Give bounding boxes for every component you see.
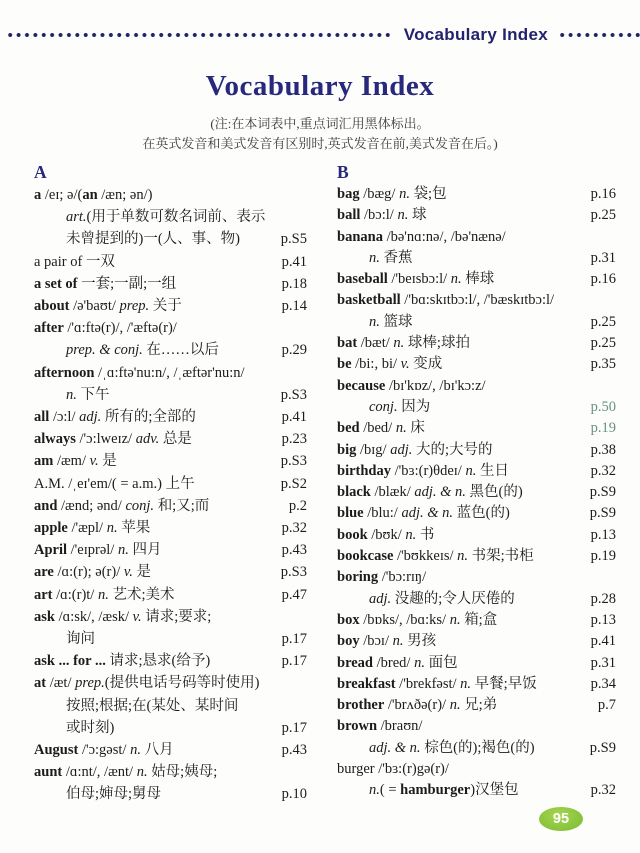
entry-line: [337, 461, 616, 482]
entry-line: [34, 650, 307, 672]
entry-text: aunt /ɑ:nt/, /ænt/ n. 姑母;姨母;: [34, 764, 218, 781]
entry-line: [337, 312, 616, 333]
entry-text: bat /bæt/ n. 球棒;球拍: [337, 335, 470, 352]
entry-text: are /ɑ:(r); ə(r)/ v. 是: [34, 564, 151, 581]
entry-line: [337, 227, 616, 248]
page-ref: p.14: [281, 298, 307, 315]
entry-line: [337, 205, 616, 226]
section-letter: B: [337, 162, 349, 182]
entry-text: all /ɔ:l/ adj. 所有的;全部的: [34, 409, 196, 426]
entry-line: [337, 546, 616, 567]
page-ref: p.S2: [280, 475, 307, 492]
running-head: [6, 24, 640, 46]
column-section-b: [337, 161, 616, 806]
entry-line: [34, 783, 307, 805]
entry-text: prep. & conj. 在……以后: [66, 342, 219, 359]
entry-text: always /'ɔ:lweɪz/ adv. 总是: [34, 431, 192, 448]
page-ref: p.S9: [589, 739, 616, 756]
page-ref: p.50: [590, 398, 616, 415]
entry-line: [337, 248, 616, 269]
entry-line: [337, 716, 616, 737]
page-ref: p.31: [590, 249, 616, 266]
page-ref: p.17: [281, 631, 307, 648]
page-number-badge: [539, 807, 583, 831]
page-ref: p.17: [281, 653, 307, 670]
page-ref: p.S3: [280, 386, 307, 403]
page-ref: p.43: [281, 542, 307, 559]
entry-line: [34, 450, 307, 472]
entry-line: [34, 317, 307, 339]
entry-line: [34, 251, 307, 273]
page-ref: p.2: [288, 497, 307, 514]
entry-text: adj. 没趣的;令人厌倦的: [369, 590, 515, 607]
entry-text: n. 下午: [66, 386, 110, 403]
page-ref: p.35: [590, 356, 616, 373]
entry-text: art.(用于单数可数名词前、表示: [66, 209, 266, 226]
entry-line: [337, 631, 616, 652]
page-ref: p.7: [597, 697, 616, 714]
entry-text: baseball /'beɪsbɔ:l/ n. 棒球: [337, 271, 495, 288]
entry-text: April /'eɪprəl/ n. 四月: [34, 542, 162, 559]
entry-text: n.( = hamburger)汉堡包: [369, 782, 519, 799]
entry-text: be /bi:, bi/ v. 变成: [337, 356, 443, 373]
entry-line: [337, 589, 616, 610]
entry-line: [337, 418, 616, 439]
entry-line: [337, 290, 616, 311]
usage-note-line1: (注:在本词表中,重点词汇用黑体标出。: [210, 116, 430, 131]
entry-line: [337, 525, 616, 546]
entry-text: because /bɪ'kɒz/, /bɪ'kɔ:z/: [337, 377, 486, 394]
page-ref: p.28: [590, 590, 616, 607]
entry-text: box /bɒks/, /bɑ:ks/ n. 箱;盒: [337, 611, 498, 628]
entry-line: [34, 273, 307, 295]
entry-line: [337, 738, 616, 759]
entry-line: [34, 717, 307, 739]
page-ref: p.19: [590, 548, 616, 565]
entry-line: [337, 695, 616, 716]
entry-text: big /bɪg/ adj. 大的;大号的: [337, 441, 493, 458]
page-ref: p.32: [281, 520, 307, 537]
entry-text: bag /bæg/ n. 袋;包: [337, 186, 447, 202]
entry-text: bookcase /'bʊkkeɪs/ n. 书架;书柜: [337, 548, 534, 565]
entry-text: about /ə'baʊt/ prep. 关于: [34, 298, 182, 315]
entry-line: [34, 473, 307, 495]
page-ref: p.18: [281, 275, 307, 292]
entry-text: after /'ɑ:ftə(r)/, /'æftə(r)/: [34, 320, 177, 337]
entry-text: n. 香蕉: [369, 249, 413, 266]
entry-text: conj. 因为: [369, 398, 431, 415]
entry-line: [34, 584, 307, 606]
usage-note: [0, 114, 640, 153]
entry-text: August /'ɔ:gəst/ n. 八月: [34, 742, 174, 759]
entry-line: [34, 228, 307, 250]
page-ref: p.S9: [589, 505, 616, 522]
entry-line: [34, 739, 307, 761]
entry-line: [34, 495, 307, 517]
page-title: Vocabulary Index: [205, 70, 435, 102]
page-ref: p.29: [281, 342, 307, 359]
entry-text: breakfast /'brekfəst/ n. 早餐;早饭: [337, 675, 537, 692]
page-ref: p.31: [590, 654, 616, 671]
entry-line: [34, 295, 307, 317]
entry-line: [337, 780, 616, 801]
usage-note-line2: 在英式发音和美式发音有区别时,英式发音在前,美式发音在后。): [142, 135, 498, 151]
entry-text: adj. & n. 棕色(的);褐色(的): [369, 739, 535, 756]
entry-text: ball /bɔ:l/ n. 球: [337, 207, 427, 224]
entry-line: [337, 610, 616, 631]
entry-text: burger /'bɜ:(r)gə(r)/: [337, 761, 449, 778]
entry-text: a set of 一套;一副;一组: [34, 275, 177, 292]
entry-text: brown /braʊn/: [337, 718, 423, 735]
entry-text: and /ænd; ənd/ conj. 和;又;而: [34, 497, 210, 514]
page-ref: p.38: [590, 441, 616, 458]
dotted-rule-right: [558, 32, 640, 38]
entry-text: 未曾提到的)一(人、事、物): [66, 231, 240, 248]
entry-text: 询问: [66, 631, 95, 648]
dotted-rule-left: [6, 32, 394, 38]
entry-line: [337, 184, 616, 205]
entry-text: 或时刻): [66, 719, 115, 736]
entry-line: [337, 440, 616, 461]
entry-line: [337, 759, 616, 780]
page-ref: p.S9: [589, 484, 616, 501]
entry-text: n. 篮球: [369, 313, 413, 330]
entry-text: birthday /'bɜ:(r)θdeɪ/ n. 生日: [337, 462, 509, 479]
page-ref: p.41: [281, 409, 307, 426]
entry-line: [34, 517, 307, 539]
entry-text: 按照;根据;在(某处、某时间: [66, 697, 239, 714]
entry-text: boring /'bɔ:rɪŋ/: [337, 569, 427, 586]
running-head-title: Vocabulary Index: [403, 25, 548, 44]
entry-text: black /blæk/ adj. & n. 黑色(的): [337, 484, 523, 501]
entry-line: [34, 339, 307, 361]
entry-line: [337, 674, 616, 695]
section-letter: A: [34, 162, 47, 182]
entry-line: [34, 606, 307, 628]
entry-line: [337, 567, 616, 588]
column-section-a: [34, 161, 307, 806]
entry-line: [34, 695, 307, 717]
entry-line: [34, 206, 307, 228]
entry-text: afternoon /ˌɑ:ftə'nu:n/, /ˌæftər'nu:n/: [34, 364, 245, 381]
entry-text: 伯母;婶母;舅母: [66, 786, 162, 803]
entry-line: [34, 384, 307, 406]
page-ref: p.13: [590, 611, 616, 628]
page-ref: p.25: [590, 207, 616, 224]
page-ref: p.32: [590, 462, 616, 479]
entry-text: am /æm/ v. 是: [34, 453, 117, 470]
entry-line: [337, 269, 616, 290]
page-ref: p.13: [590, 526, 616, 543]
page-ref: p.43: [281, 742, 307, 759]
entry-line: [34, 539, 307, 561]
entry-text: a /eɪ; ə/(an /æn; ən/): [34, 187, 153, 203]
entry-line: [337, 354, 616, 375]
page-ref: p.25: [590, 335, 616, 352]
entry-line: [337, 376, 616, 397]
entry-line: [34, 406, 307, 428]
page-ref: p.17: [281, 719, 307, 736]
page-ref: p.41: [590, 633, 616, 650]
entry-text: ask ... for ... 请求;恳求(给予): [34, 653, 211, 670]
entry-text: brother /'brʌðə(r)/ n. 兄;弟: [337, 697, 498, 714]
entry-text: A.M. /ˌeɪ'em/( = a.m.) 上午: [34, 475, 195, 492]
page-ref: p.32: [590, 782, 616, 799]
entry-text: blue /blu:/ adj. & n. 蓝色(的): [337, 505, 510, 522]
entry-line: [337, 503, 616, 524]
entry-text: banana /bə'nɑ:nə/, /bə'nænə/: [337, 228, 506, 245]
page-ref: p.S3: [280, 564, 307, 581]
entry-text: basketball /'bɑ:skɪtbɔ:l/, /'bæskɪtbɔ:l/: [337, 292, 555, 309]
entry-text: ask /ɑ:sk/, /æsk/ v. 请求;要求;: [34, 608, 212, 625]
page-ref: p.47: [281, 586, 307, 603]
entry-line: [34, 628, 307, 650]
entry-text: bed /bed/ n. 床: [337, 420, 425, 437]
page-ref: p.S5: [280, 231, 307, 248]
page-number: 95: [552, 811, 570, 827]
entry-line: [337, 482, 616, 503]
entry-text: bread /bred/ n. 面包: [337, 654, 458, 671]
entry-line: [34, 184, 307, 206]
entry-line: [337, 333, 616, 354]
page-ref: p.41: [281, 253, 307, 270]
entry-text: book /bʊk/ n. 书: [337, 526, 435, 543]
page-ref: p.19: [590, 420, 616, 437]
entry-text: a pair of 一双: [34, 253, 115, 270]
entry-text: art /ɑ:(r)t/ n. 艺术;美术: [34, 586, 175, 603]
entry-line: [34, 561, 307, 583]
entry-line: [34, 428, 307, 450]
entry-text: boy /bɔɪ/ n. 男孩: [337, 633, 437, 650]
page-ref: p.25: [590, 313, 616, 330]
page-ref: p.10: [281, 786, 307, 803]
entry-line: [34, 672, 307, 694]
entry-text: apple /'æpl/ n. 苹果: [34, 520, 151, 537]
page-ref: p.34: [590, 675, 616, 692]
entry-line: [34, 362, 307, 384]
entry-text: at /æt/ prep.(提供电话号码等时使用): [34, 675, 260, 692]
page-ref: p.S3: [280, 453, 307, 470]
vocabulary-columns: [34, 161, 616, 806]
page-ref: p.16: [590, 186, 616, 202]
page-ref: p.16: [590, 271, 616, 288]
entry-line: [337, 653, 616, 674]
entry-line: [34, 761, 307, 783]
entry-line: [337, 397, 616, 418]
page-ref: p.23: [281, 431, 307, 448]
